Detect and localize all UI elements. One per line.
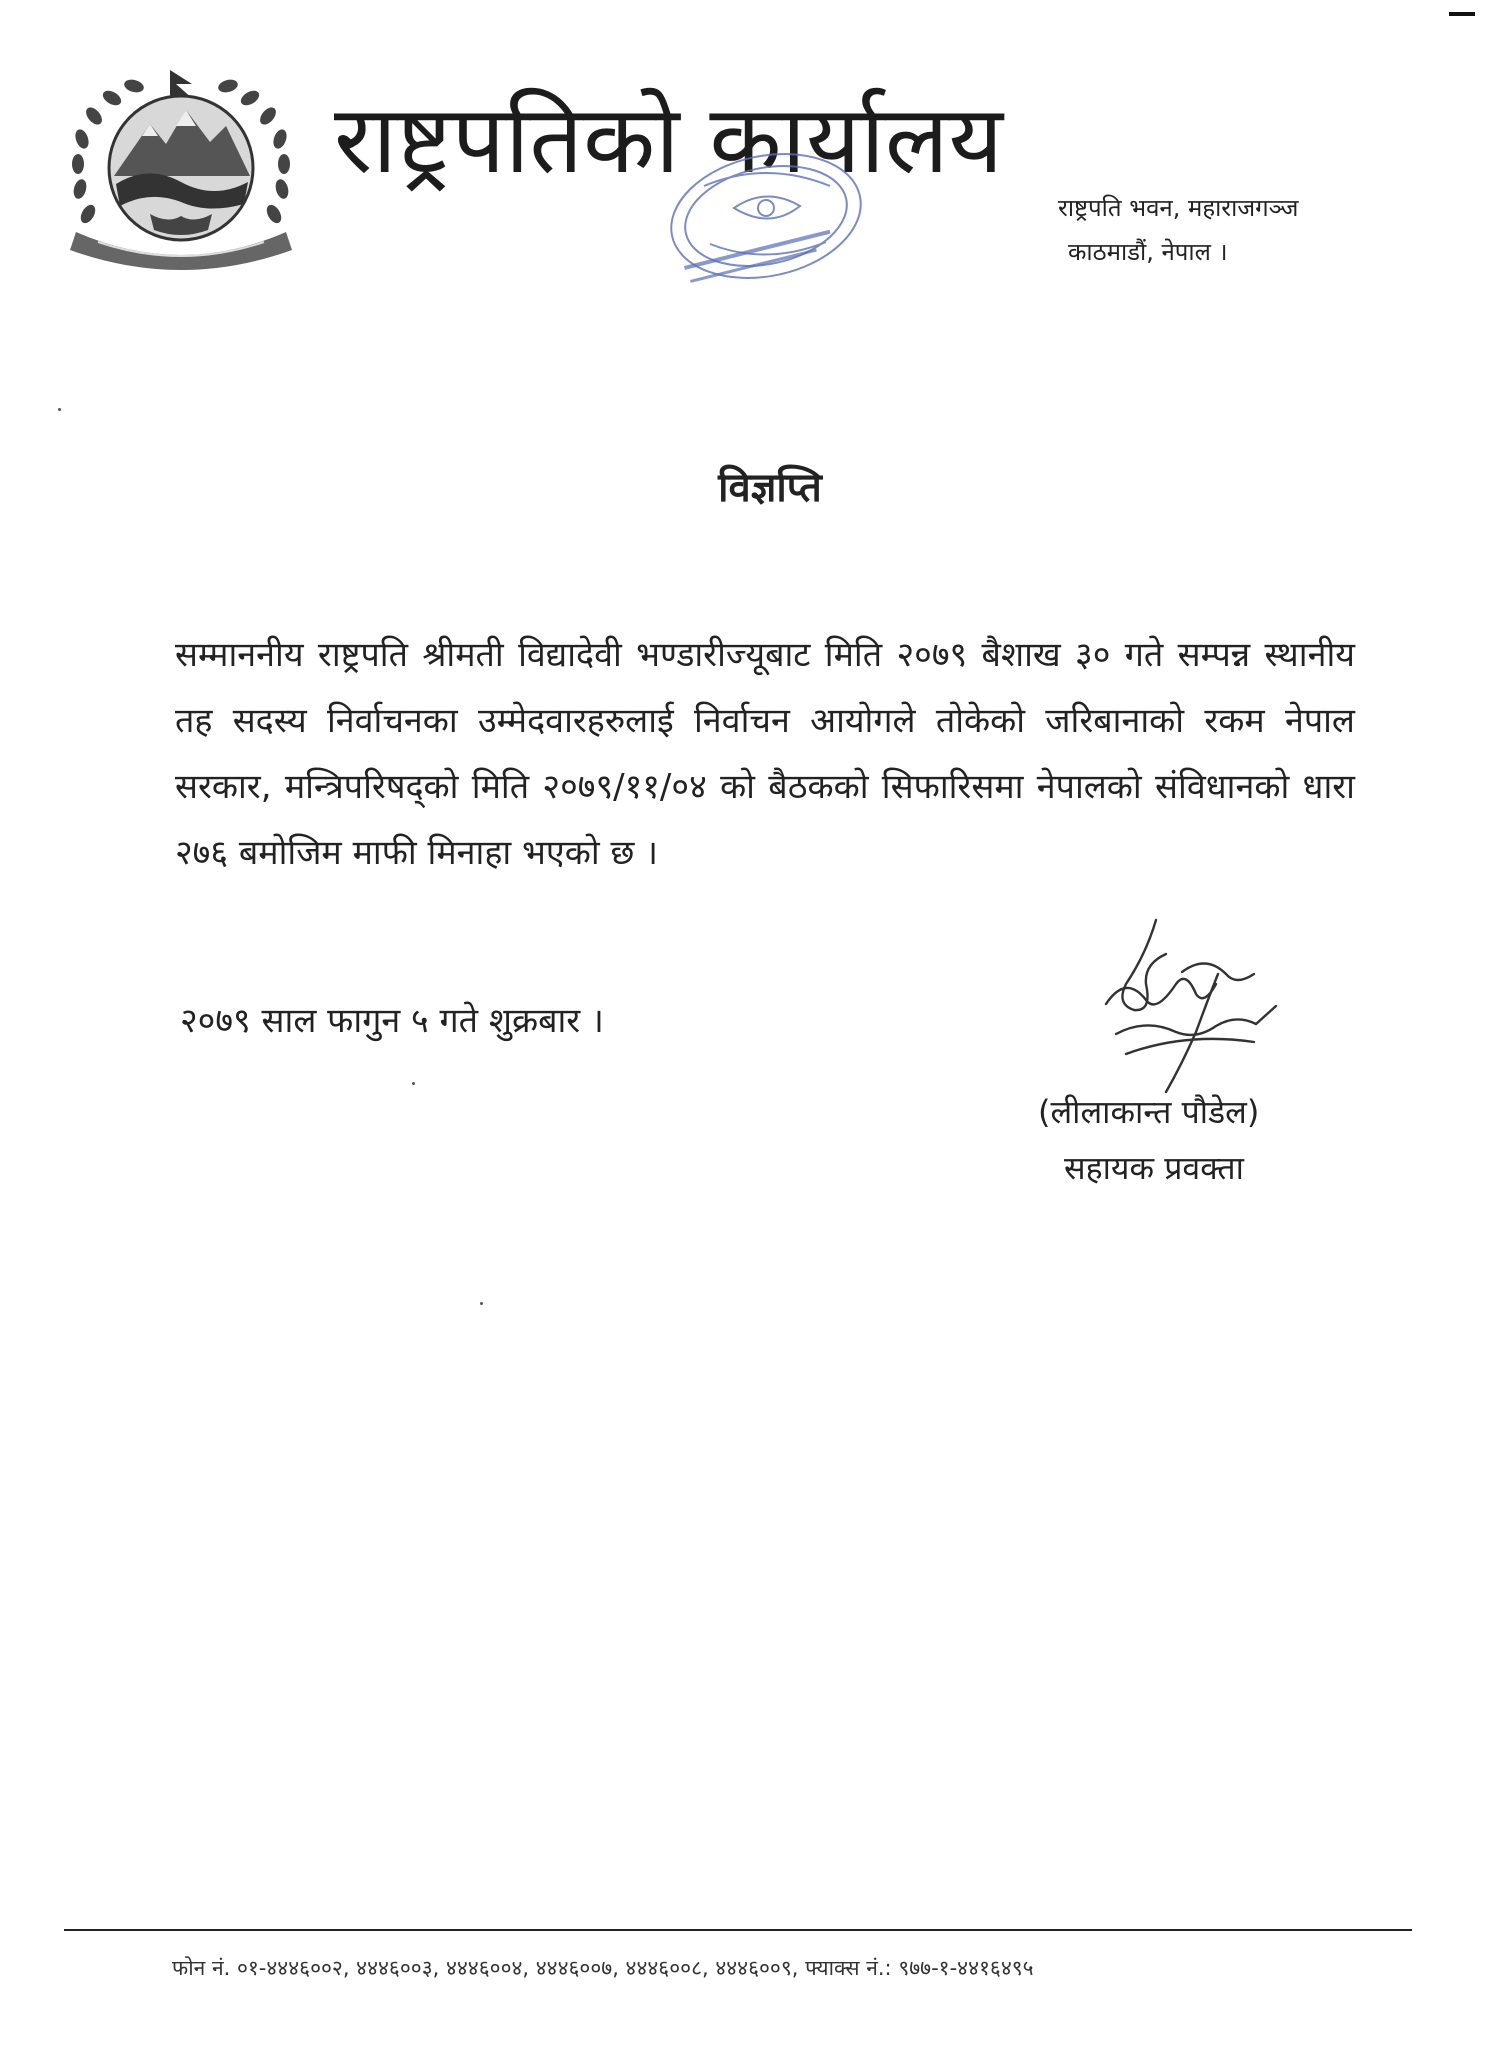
address-line2: काठमाडौं, नेपाल ।: [1068, 238, 1228, 266]
handwritten-signature: [1086, 914, 1306, 1094]
signatory-name: (लीलाकान्त पौडेल): [1038, 1093, 1260, 1131]
signatory-title: सहायक प्रवक्ता: [1064, 1149, 1244, 1187]
corner-mark: [1449, 12, 1475, 16]
nepal-emblem-logo: [58, 64, 304, 270]
speck: [412, 1082, 415, 1085]
speck: [58, 408, 61, 411]
notice-date: २०७९ साल फागुन ५ गते शुक्रबार ।: [180, 1001, 604, 1041]
footer-divider: [64, 1929, 1412, 1931]
office-title: राष्ट्रपतिको कार्यालय: [334, 86, 1004, 195]
office-stamp: [650, 146, 882, 306]
speck: [480, 1302, 483, 1305]
office-address: [1058, 186, 1358, 274]
notice-body: सम्माननीय राष्ट्रपति श्रीमती विद्यादेवी भण्डारीज्यूबाट मिति २०७९ बैशाख ३० गते सम्पन्न स्थानीय तह सदस्य निर्वाचनका उम्मेदवारहरुलाई निर्वाचन आयोगले तोकेको जरिबानाको रकम नेपाल सरकार, मन्त्रिपरिषद्को मिति २०७९/११/०४ को बैठकको सिफारिसमा नेपालको संविधानको धारा २७६ बमोजिम माफी मिनाहा भएको छ ।: [175, 635, 1355, 873]
address-line1: राष्ट्रपति भवन, महाराजगञ्ज: [1058, 194, 1299, 222]
notice-heading: विज्ञप्ति: [718, 465, 822, 511]
footer-contact-info: फोन नं. ०१-४४४६००२, ४४४६००३, ४४४६००४, ४४४६००७, ४४४६००८, ४४४६००९, फ्याक्स नं.: ९७७-१-४४१६४९५: [172, 1956, 1034, 1980]
